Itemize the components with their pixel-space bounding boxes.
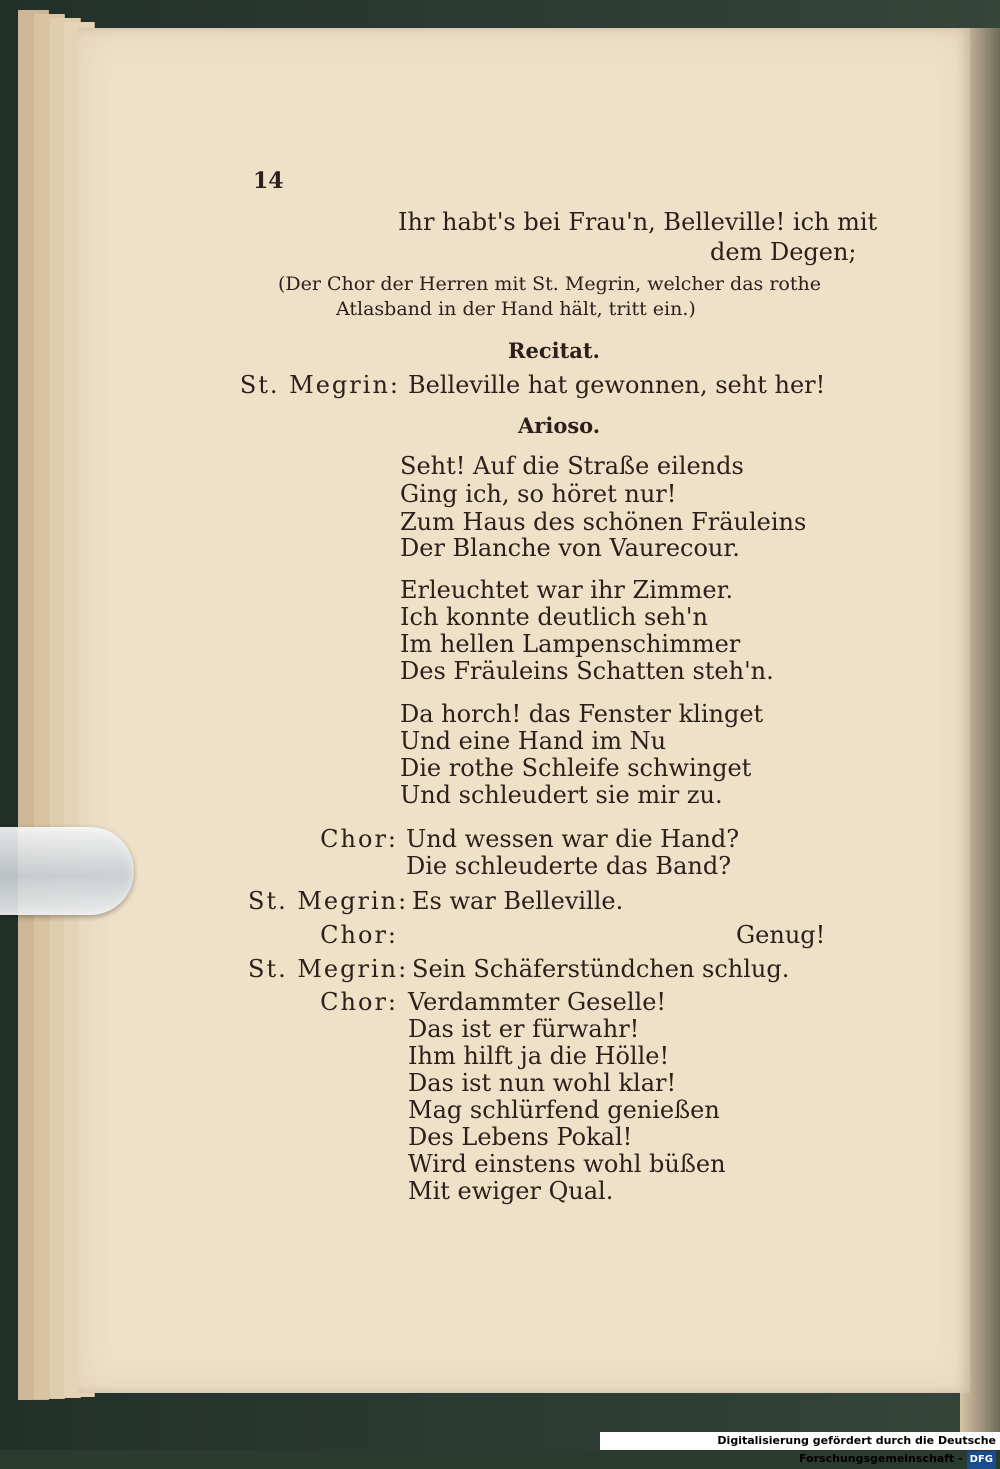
recitat-text: Belleville hat gewonnen, seht her! (408, 371, 826, 399)
verse-line: Es war Belleville. (412, 887, 624, 915)
dfg-logo: DFG (967, 1451, 996, 1469)
verse-line: Wird einstens wohl büßen (408, 1150, 726, 1178)
verse-line: Ging ich, so höret nur! (400, 480, 677, 508)
digitization-footer (600, 1432, 1000, 1465)
footer-text: Digitalisierung gefördert durch die Deutsche Forschungsgemeinschaft - (717, 1434, 996, 1465)
verse-line: Ihm hilft ja die Hölle! (408, 1042, 670, 1070)
verse-line: Und wessen war die Hand? (406, 825, 740, 853)
verse-line: Die schleuderte das Band? (406, 852, 732, 880)
speaker-label: Chor: (320, 921, 398, 949)
bookmark-clip (0, 827, 134, 915)
verse-line: Ich konnte deutlich seh'n (400, 603, 708, 631)
opening-line-2: dem Degen; (710, 238, 857, 266)
verse-line: Sein Schäferstündchen schlug. (412, 955, 790, 983)
verse-line: Seht! Auf die Straße eilends (400, 452, 744, 480)
speaker-label: St. Megrin: (248, 955, 409, 983)
verse-line: Des Lebens Pokal! (408, 1123, 633, 1151)
verse-line: Mit ewiger Qual. (408, 1177, 614, 1205)
verse-line: Die rothe Schleife schwinget (400, 754, 752, 782)
speaker-label: Chor: (320, 825, 398, 853)
stage-direction-line-1: (Der Chor der Herren mit St. Megrin, welcher das rothe (278, 273, 821, 295)
verse-line: Das ist nun wohl klar! (408, 1069, 677, 1097)
verse-line: Des Fräuleins Schatten steh'n. (400, 657, 774, 685)
verse-line: Das ist er fürwahr! (408, 1015, 640, 1043)
speaker-label: St. Megrin: (248, 887, 409, 915)
verse-line: Mag schlürfend genießen (408, 1096, 720, 1124)
stage-direction-line-2: Atlasband in der Hand hält, tritt ein.) (336, 298, 696, 320)
speaker-label: Chor: (320, 988, 398, 1016)
verse-line: Und eine Hand im Nu (400, 727, 667, 755)
book-page (78, 28, 970, 1393)
verse-line: Und schleudert sie mir zu. (400, 781, 723, 809)
speaker-label: St. Megrin: (239, 371, 400, 399)
verse-line: Genug! (736, 921, 826, 949)
opening-line-1: Ihr habt's bei Frau'n, Belleville! ich mit (398, 208, 878, 236)
arioso-heading: Arioso. (518, 413, 601, 438)
page-number: 14 (253, 168, 284, 194)
recitat-heading: Recitat. (508, 338, 600, 363)
verse-line: Zum Haus des schönen Fräuleins (400, 508, 807, 536)
verse-line: Der Blanche von Vaurecour. (400, 534, 740, 562)
verse-line: Erleuchtet war ihr Zimmer. (400, 576, 734, 604)
verse-line: Im hellen Lampenschimmer (400, 630, 741, 658)
verse-line: Verdammter Geselle! (408, 988, 667, 1016)
verse-line: Da horch! das Fenster klinget (400, 700, 764, 728)
